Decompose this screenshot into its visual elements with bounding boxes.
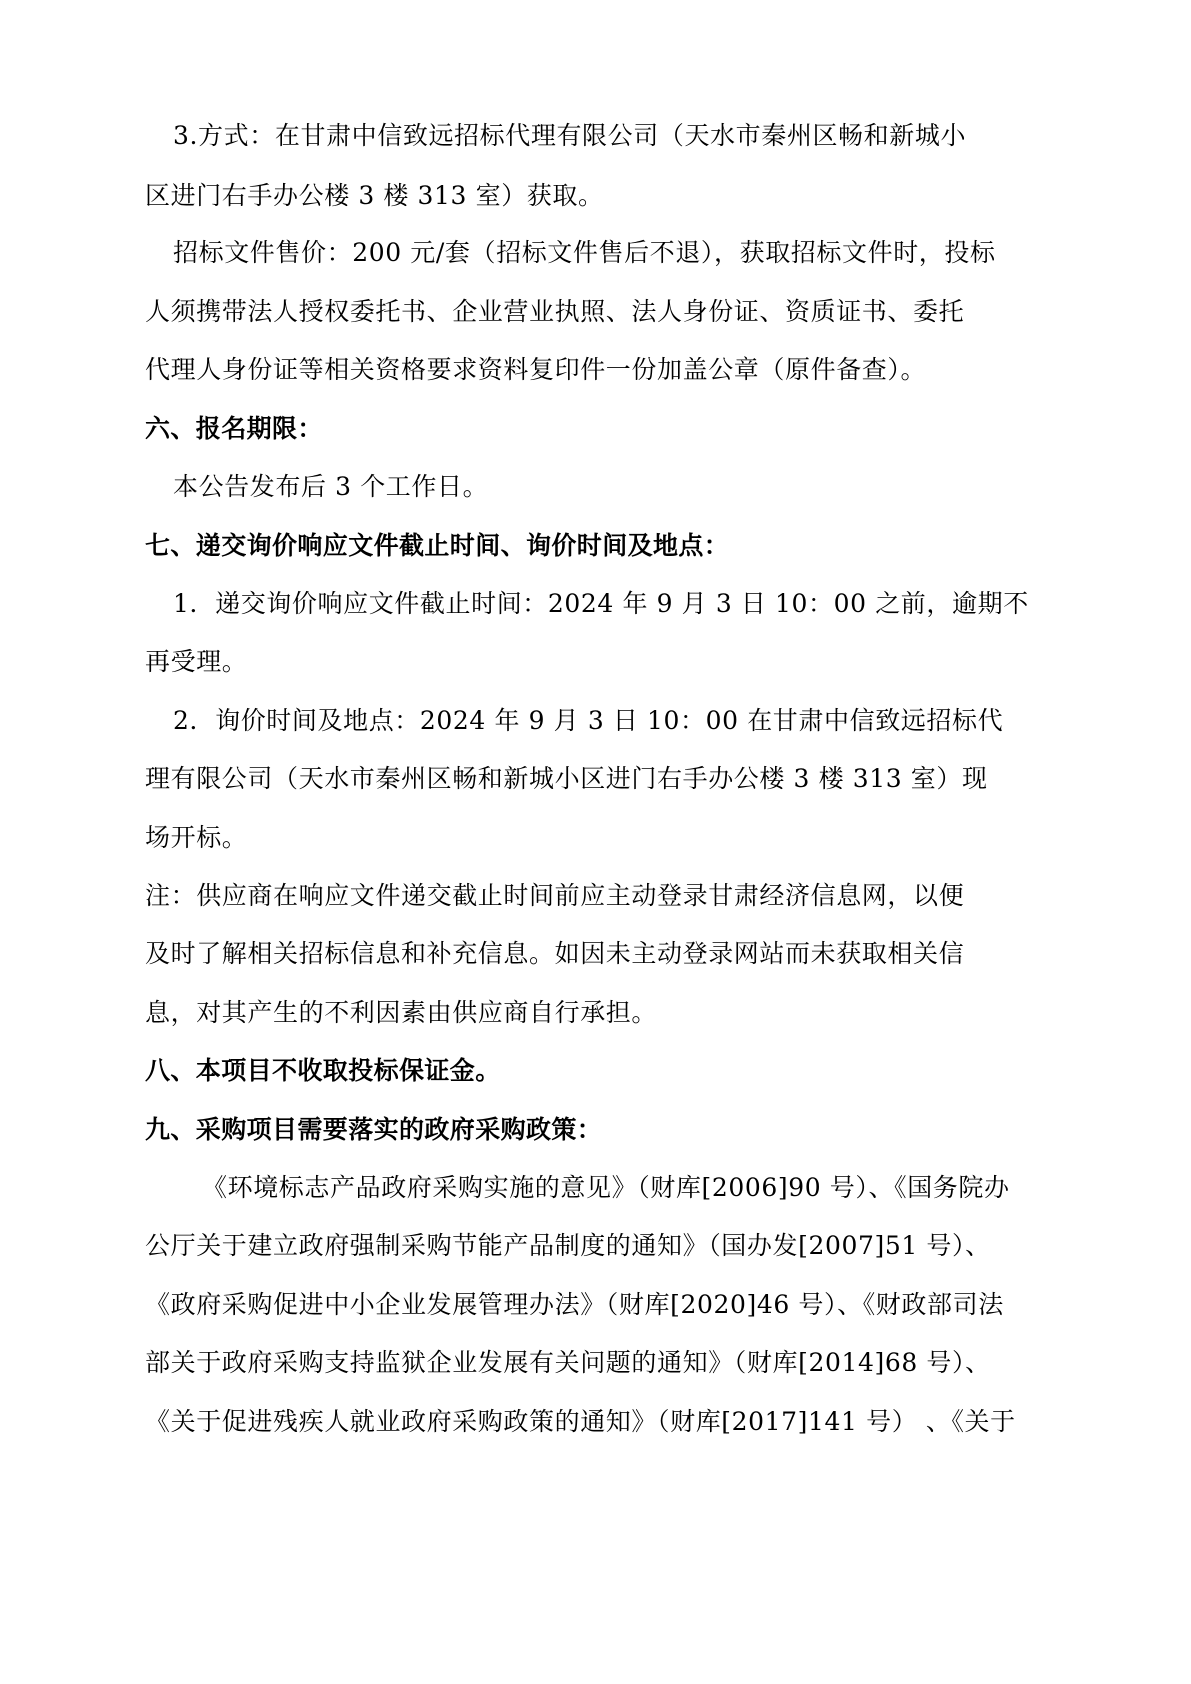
text-line-policy-3: 《政府采购促进中小企业发展管理办法》（财库[2020]46 号）、《财政部司法 bbox=[145, 1290, 1004, 1319]
text-line-policy-5: 《关于促进残疾人就业政府采购政策的通知》（财库[2017]141 号） 、《关于 bbox=[145, 1407, 1016, 1436]
text-line-price-cont-1: 人须携带法人授权委托书、企业营业执照、法人身份证、资质证书、委托 bbox=[145, 297, 965, 326]
text-line-note-cont-2: 息，对其产生的不利因素由供应商自行承担。 bbox=[145, 998, 658, 1027]
text-line-note: 注：供应商在响应文件递交截止时间前应主动登录甘肃经济信息网，以便 bbox=[145, 881, 965, 910]
text-line-policy-1: 《环境标志产品政府采购实施的意见》（财库[2006]90 号）、《国务院办 bbox=[202, 1173, 1010, 1202]
section-heading-policy: 九、采购项目需要落实的政府采购政策： bbox=[145, 1115, 603, 1144]
text-line-inquiry-time-cont-1: 理有限公司（天水市秦州区畅和新城小区进门右手办公楼 3 楼 313 室）现 bbox=[145, 764, 988, 793]
section-heading-deadline: 七、递交询价响应文件截止时间、询价时间及地点： bbox=[145, 531, 730, 560]
text-line-deadline-cont: 再受理。 bbox=[145, 647, 248, 676]
text-line-inquiry-time-cont-2: 场开标。 bbox=[145, 823, 248, 852]
section-heading-registration: 六、报名期限： bbox=[145, 414, 323, 443]
text-line-deadline: 1．递交询价响应文件截止时间：2024 年 9 月 3 日 10：00 之前，逾期不 bbox=[173, 589, 1029, 618]
text-line-registration-period: 本公告发布后 3 个工作日。 bbox=[173, 472, 489, 501]
section-heading-deposit: 八、本项目不收取投标保证金。 bbox=[145, 1056, 501, 1085]
text-line-policy-4: 部关于政府采购支持监狱企业发展有关问题的通知》（财库[2014]68 号）、 bbox=[145, 1348, 991, 1377]
text-line-inquiry-time: 2．询价时间及地点：2024 年 9 月 3 日 10：00 在甘肃中信致远招标代 bbox=[173, 706, 1004, 735]
text-line-price-cont-2: 代理人身份证等相关资格要求资料复印件一份加盖公章（原件备查）。 bbox=[145, 355, 927, 384]
text-line-note-cont-1: 及时了解相关招标信息和补充信息。如因未主动登录网站而未获取相关信 bbox=[145, 939, 965, 968]
text-line-price: 招标文件售价：200 元/套（招标文件售后不退），获取招标文件时，投标 bbox=[173, 238, 996, 267]
text-line-method-cont: 区进门右手办公楼 3 楼 313 室）获取。 bbox=[145, 181, 604, 210]
text-line-policy-2: 公厅关于建立政府强制采购节能产品制度的通知》（国办发[2007]51 号）、 bbox=[145, 1231, 991, 1260]
text-line-method: 3.方式：在甘肃中信致远招标代理有限公司（天水市秦州区畅和新城小 bbox=[173, 121, 967, 150]
